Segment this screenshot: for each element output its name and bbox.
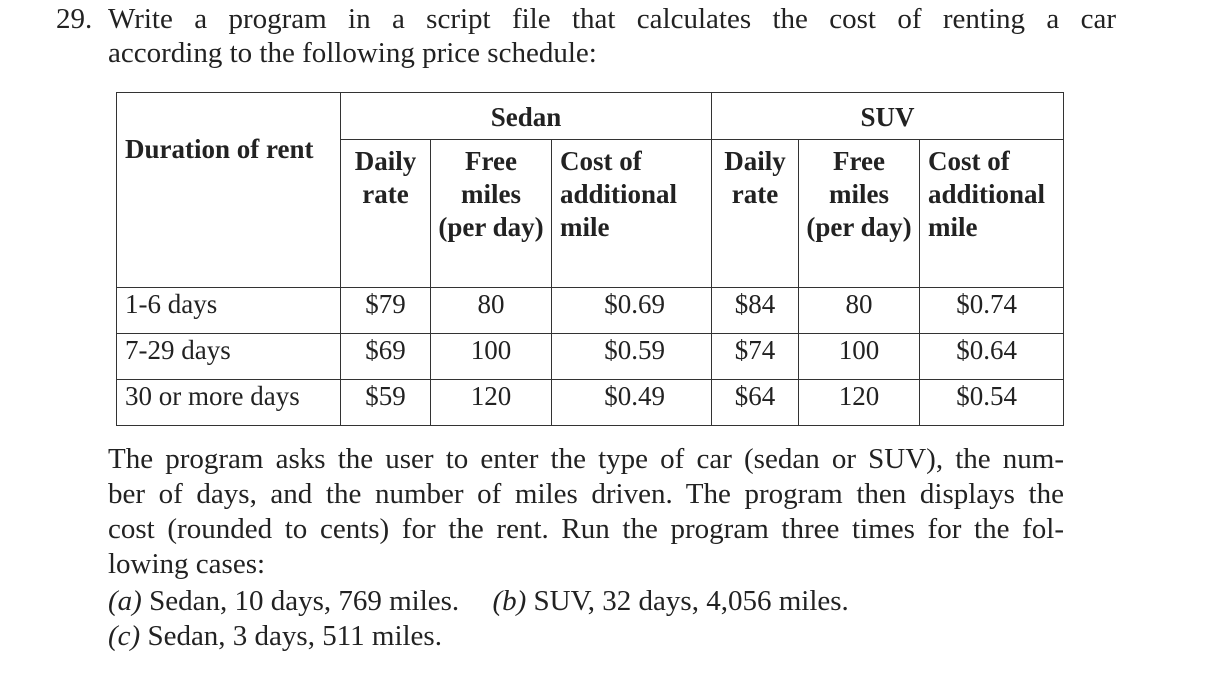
case-c-label: (c) [108, 620, 141, 652]
group-header-suv: SUV [712, 93, 1064, 140]
case-b [492, 585, 848, 617]
header-line: mile [560, 212, 610, 242]
header-line: (per day) [438, 212, 544, 242]
group-header-sedan: Sedan [341, 93, 712, 140]
sedan-rate-cell: $59 [341, 380, 431, 426]
sedan-additional-cost-header [552, 140, 712, 288]
sedan-rate-cell: $79 [341, 288, 431, 334]
suv-rate-cell: $84 [712, 288, 799, 334]
suv-free-miles-header [799, 140, 920, 288]
case-a-label: (a) [108, 585, 142, 617]
sedan-free-cell: 80 [431, 288, 552, 334]
suv-rate-cell: $64 [712, 380, 799, 426]
intro-line-2: according to the following price schedule: [108, 37, 597, 69]
suv-cost-cell: $0.74 [920, 288, 1064, 334]
header-line: Daily [724, 146, 786, 176]
intro-line-1: Write a program in a script file that calculates the cost of renting a car [108, 3, 1116, 35]
sedan-free-cell: 120 [431, 380, 552, 426]
duration-header: Duration of rent [117, 93, 341, 288]
instructions-paragraph [108, 442, 1064, 582]
test-cases [108, 584, 849, 654]
suv-free-cell: 120 [799, 380, 920, 426]
group-header-row [117, 93, 1064, 140]
duration-cell: 30 or more days [117, 380, 341, 426]
price-schedule-table [116, 92, 1064, 426]
suv-rate-cell: $74 [712, 334, 799, 380]
case-b-label: (b) [492, 585, 527, 617]
sedan-cost-cell: $0.59 [552, 334, 712, 380]
paragraph-line: cost (rounded to cents) for the rent. Run the program three times for the fol- [108, 513, 1064, 545]
paragraph-line: ber of days, and the number of miles driven. The program then displays the [108, 478, 1064, 510]
case-c-text: Sedan, 3 days, 511 miles. [147, 620, 442, 652]
header-line: Free [465, 146, 517, 176]
header-line: Free [833, 146, 885, 176]
header-line: miles [461, 179, 521, 209]
sedan-cost-cell: $0.69 [552, 288, 712, 334]
paragraph-line: lowing cases: [108, 548, 266, 580]
case-b-text: SUV, 32 days, 4,056 miles. [533, 585, 849, 617]
header-line: Daily [354, 146, 417, 176]
paragraph-line: The program asks the user to enter the type of car (sedan or SUV), the num- [108, 443, 1064, 475]
sedan-daily-rate-header [341, 140, 431, 288]
suv-free-cell: 80 [799, 288, 920, 334]
suv-daily-rate-header [712, 140, 799, 288]
header-line: rate [362, 179, 409, 209]
case-line-2 [108, 619, 849, 654]
case-line-1 [108, 584, 849, 619]
header-line: additional [928, 179, 1046, 209]
sedan-free-cell: 100 [431, 334, 552, 380]
suv-cost-cell: $0.64 [920, 334, 1064, 380]
header-line: Cost of [928, 146, 1010, 176]
suv-additional-cost-header [920, 140, 1064, 288]
suv-free-cell: 100 [799, 334, 920, 380]
sedan-cost-cell: $0.49 [552, 380, 712, 426]
table-row [117, 334, 1064, 380]
duration-cell: 1-6 days [117, 288, 341, 334]
header-line: rate [731, 179, 779, 209]
case-a-text: Sedan, 10 days, 769 miles. [149, 585, 460, 617]
header-line: (per day) [806, 212, 912, 242]
table-row [117, 380, 1064, 426]
duration-cell: 7-29 days [117, 334, 341, 380]
suv-cost-cell: $0.54 [920, 380, 1064, 426]
header-line: Cost of [560, 146, 642, 176]
header-line: miles [829, 179, 890, 209]
problem-number: 29. [56, 3, 93, 35]
sedan-rate-cell: $69 [341, 334, 431, 380]
header-line: mile [928, 212, 978, 242]
table-row [117, 288, 1064, 334]
header-line: additional [560, 179, 678, 209]
sedan-free-miles-header [431, 140, 552, 288]
